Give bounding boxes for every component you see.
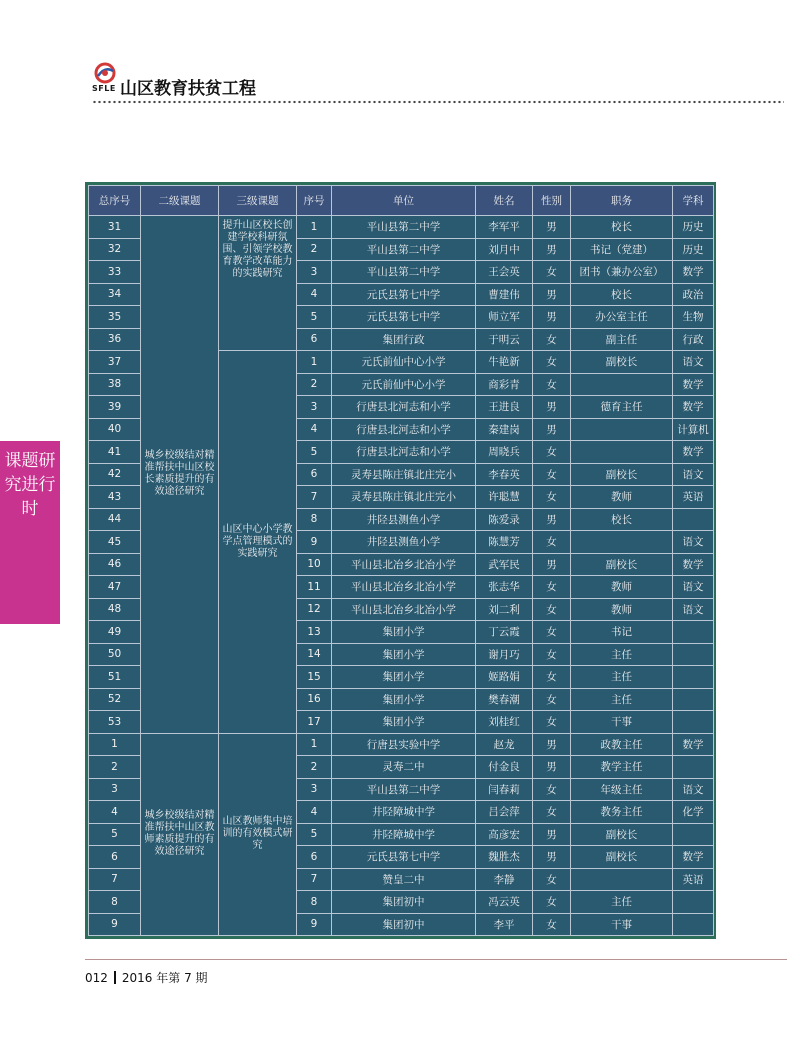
cell-name: 许聪慧 <box>476 486 533 509</box>
cell-gender: 男 <box>533 216 571 239</box>
cell-gender: 男 <box>533 733 571 756</box>
cell-position: 教师 <box>571 576 673 599</box>
cell-subject: 语文 <box>673 576 714 599</box>
logo-text: SFLE <box>92 84 116 93</box>
cell-gender: 男 <box>533 418 571 441</box>
cell-name: 丁云霞 <box>476 621 533 644</box>
cell-gender: 女 <box>533 621 571 644</box>
cell-subject: 数学 <box>673 441 714 464</box>
cell-position: 副校长 <box>571 846 673 869</box>
cell-unit: 井陉障城中学 <box>332 801 476 824</box>
cell-unit: 平山县第二中学 <box>332 216 476 239</box>
cell-total-no: 7 <box>89 868 141 891</box>
cell-unit: 集团小学 <box>332 688 476 711</box>
footer-rule <box>85 959 787 960</box>
cell-position: 干事 <box>571 913 673 936</box>
cell-name: 陈爱录 <box>476 508 533 531</box>
cell-unit: 集团小学 <box>332 643 476 666</box>
cell-unit: 灵寿县陈庄镇北庄完小 <box>332 463 476 486</box>
cell-position: 团书（兼办公室） <box>571 261 673 284</box>
header-unit: 单位 <box>332 186 476 216</box>
cell-subject: 数学 <box>673 396 714 419</box>
cell-total-no: 33 <box>89 261 141 284</box>
cell-name: 付金良 <box>476 756 533 779</box>
cell-no: 5 <box>297 823 332 846</box>
cell-gender: 男 <box>533 396 571 419</box>
cell-unit: 平山县第二中学 <box>332 778 476 801</box>
cell-gender: 女 <box>533 913 571 936</box>
cell-name: 王进良 <box>476 396 533 419</box>
cell-name: 于明云 <box>476 328 533 351</box>
cell-subject <box>673 643 714 666</box>
cell-name: 李平 <box>476 913 533 936</box>
cell-position: 主任 <box>571 891 673 914</box>
cell-gender: 女 <box>533 463 571 486</box>
cell-name: 李春英 <box>476 463 533 486</box>
table-row <box>89 216 714 239</box>
cell-gender: 女 <box>533 351 571 374</box>
level3-topic-cell: 山区教师集中培训的有效模式研究 <box>219 733 297 936</box>
cell-name: 樊春潮 <box>476 688 533 711</box>
cell-total-no: 52 <box>89 688 141 711</box>
cell-subject: 英语 <box>673 868 714 891</box>
cell-total-no: 53 <box>89 711 141 734</box>
cell-gender: 女 <box>533 891 571 914</box>
cell-subject: 历史 <box>673 238 714 261</box>
cell-no: 6 <box>297 846 332 869</box>
cell-position: 副主任 <box>571 328 673 351</box>
cell-subject <box>673 508 714 531</box>
cell-unit: 井陉障城中学 <box>332 823 476 846</box>
cell-gender: 女 <box>533 643 571 666</box>
cell-position: 办公室主任 <box>571 306 673 329</box>
cell-name: 刘月中 <box>476 238 533 261</box>
footer-separator <box>114 971 116 984</box>
cell-name: 李静 <box>476 868 533 891</box>
cell-no: 2 <box>297 238 332 261</box>
table-row <box>89 733 714 756</box>
cell-unit: 集团小学 <box>332 711 476 734</box>
cell-no: 6 <box>297 328 332 351</box>
cell-no: 3 <box>297 261 332 284</box>
cell-subject <box>673 913 714 936</box>
cell-position: 副校长 <box>571 463 673 486</box>
cell-total-no: 46 <box>89 553 141 576</box>
cell-total-no: 2 <box>89 756 141 779</box>
cell-no: 14 <box>297 643 332 666</box>
cell-subject: 数学 <box>673 261 714 284</box>
cell-subject: 历史 <box>673 216 714 239</box>
cell-gender: 女 <box>533 711 571 734</box>
cell-total-no: 8 <box>89 891 141 914</box>
header-subject: 学科 <box>673 186 714 216</box>
cell-unit: 平山县北冶乡北冶小学 <box>332 598 476 621</box>
cell-gender: 女 <box>533 328 571 351</box>
cell-no: 1 <box>297 216 332 239</box>
header-total-no: 总序号 <box>89 186 141 216</box>
cell-total-no: 48 <box>89 598 141 621</box>
cell-total-no: 38 <box>89 373 141 396</box>
cell-unit: 元氏县第七中学 <box>332 846 476 869</box>
cell-unit: 元氏前仙中心小学 <box>332 351 476 374</box>
header-position: 职务 <box>571 186 673 216</box>
cell-gender: 女 <box>533 486 571 509</box>
cell-gender: 女 <box>533 373 571 396</box>
cell-subject: 语文 <box>673 351 714 374</box>
cell-unit: 元氏县第七中学 <box>332 306 476 329</box>
cell-subject <box>673 756 714 779</box>
cell-name: 李军平 <box>476 216 533 239</box>
cell-name: 赵龙 <box>476 733 533 756</box>
header-gender: 性别 <box>533 186 571 216</box>
cell-gender: 女 <box>533 778 571 801</box>
cell-gender: 男 <box>533 508 571 531</box>
cell-gender: 女 <box>533 576 571 599</box>
cell-subject <box>673 666 714 689</box>
cell-name: 秦建岗 <box>476 418 533 441</box>
cell-position: 教学主任 <box>571 756 673 779</box>
participants-table <box>88 185 714 936</box>
cell-no: 13 <box>297 621 332 644</box>
cell-total-no: 35 <box>89 306 141 329</box>
cell-no: 16 <box>297 688 332 711</box>
cell-name: 闫春莉 <box>476 778 533 801</box>
cell-no: 3 <box>297 396 332 419</box>
cell-total-no: 1 <box>89 733 141 756</box>
cell-total-no: 51 <box>89 666 141 689</box>
cell-total-no: 39 <box>89 396 141 419</box>
cell-total-no: 50 <box>89 643 141 666</box>
cell-subject: 政治 <box>673 283 714 306</box>
cell-total-no: 37 <box>89 351 141 374</box>
cell-subject <box>673 621 714 644</box>
cell-no: 5 <box>297 306 332 329</box>
header-level3-topic: 三级课题 <box>219 186 297 216</box>
cell-position: 教师 <box>571 598 673 621</box>
cell-no: 9 <box>297 531 332 554</box>
cell-position: 主任 <box>571 666 673 689</box>
cell-gender: 男 <box>533 283 571 306</box>
cell-name: 冯云英 <box>476 891 533 914</box>
cell-unit: 集团初中 <box>332 891 476 914</box>
cell-no: 1 <box>297 351 332 374</box>
cell-no: 6 <box>297 463 332 486</box>
cell-position: 校长 <box>571 283 673 306</box>
cell-unit: 集团行政 <box>332 328 476 351</box>
cell-no: 12 <box>297 598 332 621</box>
cell-position: 年级主任 <box>571 778 673 801</box>
sfle-logo-icon <box>92 62 118 84</box>
cell-no: 9 <box>297 913 332 936</box>
cell-subject: 语文 <box>673 778 714 801</box>
table-header-row <box>89 186 714 216</box>
cell-name: 陈慧芳 <box>476 531 533 554</box>
cell-position: 教师 <box>571 486 673 509</box>
cell-total-no: 36 <box>89 328 141 351</box>
cell-subject: 语文 <box>673 598 714 621</box>
cell-total-no: 34 <box>89 283 141 306</box>
cell-unit: 行唐县北河志和小学 <box>332 418 476 441</box>
cell-total-no: 49 <box>89 621 141 644</box>
cell-name: 魏胜杰 <box>476 846 533 869</box>
cell-position: 副校长 <box>571 823 673 846</box>
cell-position <box>571 418 673 441</box>
cell-subject: 数学 <box>673 553 714 576</box>
cell-total-no: 40 <box>89 418 141 441</box>
cell-subject: 行政 <box>673 328 714 351</box>
cell-position <box>571 868 673 891</box>
cell-subject <box>673 711 714 734</box>
cell-unit: 灵寿二中 <box>332 756 476 779</box>
cell-gender: 女 <box>533 801 571 824</box>
cell-no: 4 <box>297 283 332 306</box>
cell-name: 谢月巧 <box>476 643 533 666</box>
cell-total-no: 41 <box>89 441 141 464</box>
cell-unit: 行唐县实验中学 <box>332 733 476 756</box>
cell-total-no: 5 <box>89 823 141 846</box>
cell-position <box>571 441 673 464</box>
cell-unit: 行唐县北河志和小学 <box>332 441 476 464</box>
cell-name: 刘二利 <box>476 598 533 621</box>
cell-total-no: 4 <box>89 801 141 824</box>
header-dotted-rule <box>92 100 784 104</box>
page-number: 012 <box>85 971 108 985</box>
cell-subject: 化学 <box>673 801 714 824</box>
cell-subject: 数学 <box>673 846 714 869</box>
cell-name: 王会英 <box>476 261 533 284</box>
cell-position: 校长 <box>571 216 673 239</box>
cell-gender: 女 <box>533 531 571 554</box>
cell-no: 4 <box>297 801 332 824</box>
cell-total-no: 44 <box>89 508 141 531</box>
cell-subject: 语文 <box>673 463 714 486</box>
cell-position: 副校长 <box>571 351 673 374</box>
cell-total-no: 42 <box>89 463 141 486</box>
cell-no: 2 <box>297 373 332 396</box>
cell-gender: 女 <box>533 666 571 689</box>
cell-unit: 元氏县第七中学 <box>332 283 476 306</box>
cell-gender: 男 <box>533 846 571 869</box>
cell-unit: 平山县北冶乡北冶小学 <box>332 576 476 599</box>
cell-position: 副校长 <box>571 553 673 576</box>
cell-no: 2 <box>297 756 332 779</box>
level2-topic-cell: 城乡校级结对精准帮扶中山区校长素质提升的有效途径研究 <box>141 216 219 734</box>
cell-subject: 数学 <box>673 733 714 756</box>
cell-position: 书记 <box>571 621 673 644</box>
cell-unit: 井陉县测鱼小学 <box>332 508 476 531</box>
cell-total-no: 47 <box>89 576 141 599</box>
cell-name: 姬路娟 <box>476 666 533 689</box>
cell-total-no: 3 <box>89 778 141 801</box>
cell-subject: 计算机 <box>673 418 714 441</box>
cell-no: 3 <box>297 778 332 801</box>
cell-gender: 男 <box>533 306 571 329</box>
page-header <box>92 62 782 107</box>
cell-gender: 女 <box>533 598 571 621</box>
cell-unit: 灵寿县陈庄镇北庄完小 <box>332 486 476 509</box>
cell-no: 15 <box>297 666 332 689</box>
cell-name: 师立军 <box>476 306 533 329</box>
cell-gender: 男 <box>533 553 571 576</box>
cell-total-no: 45 <box>89 531 141 554</box>
cell-no: 7 <box>297 486 332 509</box>
level2-topic-cell: 城乡校级结对精准帮扶中山区教师素质提升的有效途径研究 <box>141 733 219 936</box>
cell-unit: 集团初中 <box>332 913 476 936</box>
cell-position: 主任 <box>571 688 673 711</box>
cell-total-no: 6 <box>89 846 141 869</box>
cell-no: 10 <box>297 553 332 576</box>
cell-gender: 女 <box>533 868 571 891</box>
cell-no: 7 <box>297 868 332 891</box>
cell-name: 周晓兵 <box>476 441 533 464</box>
issue-label: 2016 年第 7 期 <box>121 971 208 985</box>
section-side-tab <box>0 441 60 624</box>
cell-total-no: 43 <box>89 486 141 509</box>
cell-no: 8 <box>297 891 332 914</box>
page-footer <box>85 969 208 986</box>
cell-no: 1 <box>297 733 332 756</box>
cell-position <box>571 373 673 396</box>
cell-name: 武军民 <box>476 553 533 576</box>
cell-total-no: 9 <box>89 913 141 936</box>
cell-subject: 语文 <box>673 531 714 554</box>
cell-name: 吕会萍 <box>476 801 533 824</box>
participants-table-frame <box>85 182 716 939</box>
cell-unit: 赞皇二中 <box>332 868 476 891</box>
cell-name: 刘桂红 <box>476 711 533 734</box>
header-name: 姓名 <box>476 186 533 216</box>
cell-unit: 集团小学 <box>332 621 476 644</box>
cell-gender: 男 <box>533 238 571 261</box>
cell-subject: 生物 <box>673 306 714 329</box>
cell-unit: 元氏前仙中心小学 <box>332 373 476 396</box>
cell-position: 书记（党建） <box>571 238 673 261</box>
cell-position: 德育主任 <box>571 396 673 419</box>
cell-subject <box>673 891 714 914</box>
cell-position: 校长 <box>571 508 673 531</box>
section-label: 课题研究进行时 <box>4 451 56 519</box>
cell-position: 教务主任 <box>571 801 673 824</box>
cell-no: 8 <box>297 508 332 531</box>
header-level2-topic: 二级课题 <box>141 186 219 216</box>
level3-topic-cell: 提升山区校长创建学校科研氛围、引领学校教育教学改革能力的实践研究 <box>219 216 297 351</box>
cell-gender: 女 <box>533 441 571 464</box>
cell-name: 高彦宏 <box>476 823 533 846</box>
cell-no: 4 <box>297 418 332 441</box>
cell-name: 牛艳新 <box>476 351 533 374</box>
cell-total-no: 32 <box>89 238 141 261</box>
cell-position: 主任 <box>571 643 673 666</box>
cell-subject <box>673 688 714 711</box>
cell-total-no: 31 <box>89 216 141 239</box>
cell-unit: 平山县第二中学 <box>332 238 476 261</box>
cell-position <box>571 531 673 554</box>
cell-subject <box>673 823 714 846</box>
cell-unit: 井陉县测鱼小学 <box>332 531 476 554</box>
cell-gender: 男 <box>533 823 571 846</box>
cell-position: 政教主任 <box>571 733 673 756</box>
cell-unit: 行唐县北河志和小学 <box>332 396 476 419</box>
cell-unit: 平山县第二中学 <box>332 261 476 284</box>
cell-unit: 平山县北冶乡北冶小学 <box>332 553 476 576</box>
cell-subject: 数学 <box>673 373 714 396</box>
cell-gender: 女 <box>533 688 571 711</box>
cell-unit: 集团小学 <box>332 666 476 689</box>
cell-no: 11 <box>297 576 332 599</box>
cell-no: 17 <box>297 711 332 734</box>
cell-gender: 男 <box>533 756 571 779</box>
cell-gender: 女 <box>533 261 571 284</box>
cell-name: 张志华 <box>476 576 533 599</box>
cell-name: 曹建伟 <box>476 283 533 306</box>
cell-name: 商彩青 <box>476 373 533 396</box>
level3-topic-cell: 山区中心小学教学点管理模式的实践研究 <box>219 351 297 734</box>
header-no: 序号 <box>297 186 332 216</box>
magazine-title: 山区教育扶贫工程 <box>120 79 256 99</box>
cell-subject: 英语 <box>673 486 714 509</box>
cell-no: 5 <box>297 441 332 464</box>
cell-position: 干事 <box>571 711 673 734</box>
